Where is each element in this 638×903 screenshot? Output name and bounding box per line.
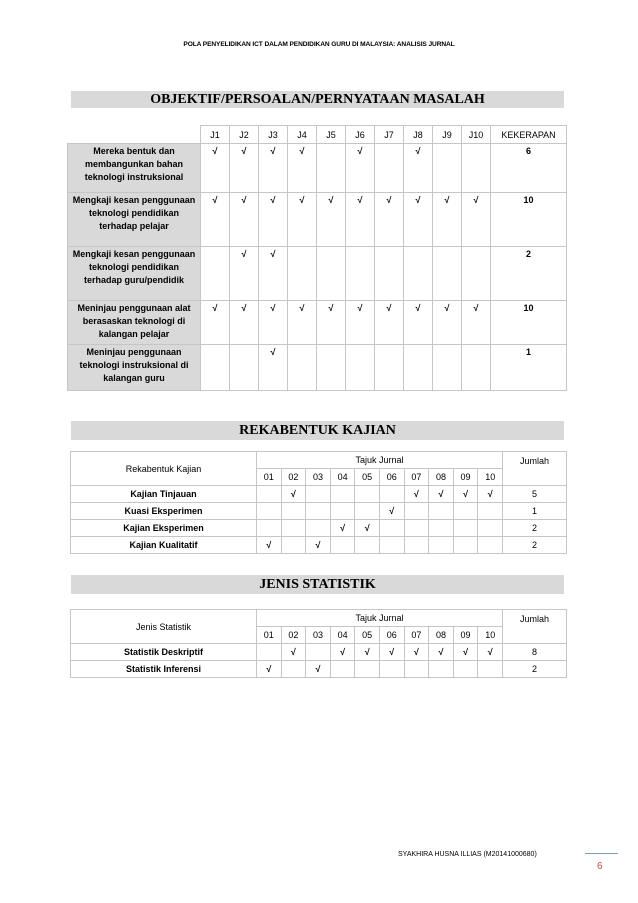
column-header: 06: [379, 627, 404, 644]
table-row: [68, 345, 567, 391]
column-header: 07: [404, 469, 429, 486]
column-header: KEKERAPAN: [491, 126, 567, 144]
check-cell: √: [230, 144, 259, 193]
check-cell: √: [404, 144, 433, 193]
check-cell: [355, 661, 380, 678]
check-cell: [317, 345, 346, 391]
check-cell: [288, 345, 317, 391]
check-cell: [355, 537, 380, 554]
column-header: J1: [201, 126, 230, 144]
column-header: 03: [306, 627, 331, 644]
check-cell: [281, 520, 306, 537]
total-header: Jumlah: [503, 610, 567, 644]
table-header-row: [71, 452, 567, 469]
table-row: [71, 537, 567, 554]
check-cell: [404, 247, 433, 301]
check-cell: √: [259, 247, 288, 301]
check-cell: √: [288, 144, 317, 193]
check-cell: √: [288, 193, 317, 247]
check-cell: [433, 247, 462, 301]
check-cell: √: [257, 661, 282, 678]
check-cell: [306, 486, 331, 503]
column-header: 08: [429, 627, 454, 644]
row-header: Jenis Statistik: [71, 610, 257, 644]
check-cell: √: [433, 193, 462, 247]
check-cell: √: [257, 537, 282, 554]
check-cell: [375, 247, 404, 301]
column-header: J7: [375, 126, 404, 144]
check-cell: [453, 661, 478, 678]
check-cell: [478, 537, 503, 554]
check-cell: [281, 661, 306, 678]
check-cell: [404, 345, 433, 391]
check-cell: [379, 661, 404, 678]
column-header: 09: [453, 627, 478, 644]
table-row: [68, 301, 567, 345]
check-cell: [404, 503, 429, 520]
column-header: 09: [453, 469, 478, 486]
check-cell: [375, 345, 404, 391]
total-cell: 2: [503, 661, 567, 678]
total-cell: 5: [503, 486, 567, 503]
check-cell: √: [379, 644, 404, 661]
check-cell: [453, 537, 478, 554]
table-row: [71, 661, 567, 678]
check-cell: [433, 345, 462, 391]
check-cell: [281, 503, 306, 520]
table-statistik: [70, 609, 567, 678]
check-cell: √: [201, 301, 230, 345]
table-row: [68, 247, 567, 301]
check-cell: [201, 247, 230, 301]
check-cell: √: [230, 247, 259, 301]
check-cell: [257, 503, 282, 520]
check-cell: [306, 644, 331, 661]
check-cell: [462, 144, 491, 193]
check-cell: √: [306, 661, 331, 678]
page-header: POLA PENYELIDIKAN ICT DALAM PENDIDIKAN GURU DI MALAYSIA: ANALISIS JURNAL: [183, 41, 455, 48]
page-number: 6: [597, 861, 603, 872]
total-cell: 2: [503, 537, 567, 554]
check-cell: [462, 247, 491, 301]
check-cell: √: [288, 301, 317, 345]
check-cell: [379, 520, 404, 537]
footer-author: SYAKHIRA HUSNA ILLIAS (M20141000680): [398, 851, 537, 858]
check-cell: √: [404, 486, 429, 503]
column-header: 01: [257, 627, 282, 644]
check-cell: [257, 520, 282, 537]
total-cell: 2: [491, 247, 567, 301]
check-cell: √: [346, 144, 375, 193]
check-cell: √: [346, 193, 375, 247]
check-cell: [379, 486, 404, 503]
check-cell: [375, 144, 404, 193]
check-cell: [404, 661, 429, 678]
table-row: [71, 486, 567, 503]
group-header: Tajuk Jurnal: [257, 610, 503, 627]
check-cell: √: [433, 301, 462, 345]
table-row: [68, 193, 567, 247]
check-cell: [330, 661, 355, 678]
column-header: J9: [433, 126, 462, 144]
check-cell: √: [201, 193, 230, 247]
total-cell: 2: [503, 520, 567, 537]
column-header: 02: [281, 627, 306, 644]
column-header: 03: [306, 469, 331, 486]
check-cell: √: [355, 520, 380, 537]
check-cell: √: [230, 193, 259, 247]
check-cell: √: [462, 301, 491, 345]
check-cell: √: [330, 644, 355, 661]
check-cell: [288, 247, 317, 301]
check-cell: √: [379, 503, 404, 520]
check-cell: [453, 520, 478, 537]
column-header: 04: [330, 627, 355, 644]
check-cell: [429, 661, 454, 678]
row-label: Mereka bentuk dan membangunkan bahan teknologi instruksional: [68, 144, 201, 193]
row-header: Rekabentuk Kajian: [71, 452, 257, 486]
column-header: J3: [259, 126, 288, 144]
column-header: J5: [317, 126, 346, 144]
check-cell: [330, 503, 355, 520]
row-label: Statistik Deskriptif: [71, 644, 257, 661]
check-cell: [404, 537, 429, 554]
check-cell: √: [404, 193, 433, 247]
check-cell: [346, 345, 375, 391]
check-cell: √: [453, 486, 478, 503]
group-header: Tajuk Jurnal: [257, 452, 503, 469]
check-cell: √: [429, 486, 454, 503]
check-cell: [317, 144, 346, 193]
table-rekabentuk: [70, 451, 567, 554]
check-cell: √: [281, 486, 306, 503]
table-header-row: [68, 126, 567, 144]
table-row: [71, 520, 567, 537]
total-cell: 6: [491, 144, 567, 193]
check-cell: √: [281, 644, 306, 661]
column-header: J2: [230, 126, 259, 144]
total-cell: 10: [491, 193, 567, 247]
check-cell: √: [259, 301, 288, 345]
column-header: 04: [330, 469, 355, 486]
header-blank-cell: [68, 126, 201, 144]
check-cell: √: [429, 644, 454, 661]
check-cell: √: [404, 301, 433, 345]
row-label: Kajian Eksperimen: [71, 520, 257, 537]
check-cell: √: [462, 193, 491, 247]
total-header: Jumlah: [503, 452, 567, 486]
check-cell: √: [259, 345, 288, 391]
column-header: 05: [355, 469, 380, 486]
check-cell: [462, 345, 491, 391]
column-header: 02: [281, 469, 306, 486]
check-cell: [317, 247, 346, 301]
row-label: Meninjau penggunaan alat berasaskan teknologi di kalangan pelajar: [68, 301, 201, 345]
column-header: J10: [462, 126, 491, 144]
section-title-objektif: OBJEKTIF/PERSOALAN/PERNYATAAN MASALAH: [71, 91, 564, 108]
check-cell: √: [230, 301, 259, 345]
row-label: Meninjau penggunaan teknologi instruksional di kalangan guru: [68, 345, 201, 391]
check-cell: √: [404, 644, 429, 661]
row-label: Kajian Kualitatif: [71, 537, 257, 554]
check-cell: [355, 486, 380, 503]
column-header: 10: [478, 627, 503, 644]
total-cell: 1: [503, 503, 567, 520]
row-label: Kajian Tinjauan: [71, 486, 257, 503]
column-header: 01: [257, 469, 282, 486]
check-cell: [346, 247, 375, 301]
row-label: Kuasi Eksperimen: [71, 503, 257, 520]
check-cell: [355, 503, 380, 520]
column-header: J4: [288, 126, 317, 144]
check-cell: [257, 644, 282, 661]
table-row: [71, 503, 567, 520]
column-header: J6: [346, 126, 375, 144]
check-cell: √: [259, 193, 288, 247]
table-row: [71, 644, 567, 661]
check-cell: [429, 503, 454, 520]
row-label: Mengkaji kesan penggunaan teknologi pendidikan terhadap guru/pendidik: [68, 247, 201, 301]
check-cell: [478, 520, 503, 537]
check-cell: [433, 144, 462, 193]
total-cell: 8: [503, 644, 567, 661]
check-cell: √: [355, 644, 380, 661]
check-cell: [230, 345, 259, 391]
column-header: J8: [404, 126, 433, 144]
check-cell: [306, 520, 331, 537]
section-title-rekabentuk: REKABENTUK KAJIAN: [71, 421, 564, 440]
check-cell: [257, 486, 282, 503]
check-cell: √: [201, 144, 230, 193]
page-number-rule: [585, 853, 618, 854]
table-header-row: [71, 610, 567, 627]
check-cell: [201, 345, 230, 391]
total-cell: 10: [491, 301, 567, 345]
check-cell: √: [317, 301, 346, 345]
column-header: 10: [478, 469, 503, 486]
column-header: 08: [429, 469, 454, 486]
section-title-statistik: JENIS STATISTIK: [71, 575, 564, 594]
check-cell: [429, 537, 454, 554]
check-cell: [429, 520, 454, 537]
check-cell: √: [375, 193, 404, 247]
check-cell: √: [330, 520, 355, 537]
check-cell: √: [478, 486, 503, 503]
check-cell: √: [375, 301, 404, 345]
check-cell: [478, 661, 503, 678]
check-cell: [330, 537, 355, 554]
column-header: 05: [355, 627, 380, 644]
check-cell: [330, 486, 355, 503]
total-cell: 1: [491, 345, 567, 391]
check-cell: [379, 537, 404, 554]
check-cell: √: [453, 644, 478, 661]
table-objektif: [67, 125, 567, 391]
check-cell: [404, 520, 429, 537]
check-cell: √: [478, 644, 503, 661]
check-cell: √: [346, 301, 375, 345]
check-cell: [478, 503, 503, 520]
check-cell: [453, 503, 478, 520]
column-header: 07: [404, 627, 429, 644]
check-cell: [306, 503, 331, 520]
table-row: [68, 144, 567, 193]
check-cell: √: [306, 537, 331, 554]
column-header: 06: [379, 469, 404, 486]
check-cell: √: [259, 144, 288, 193]
check-cell: √: [317, 193, 346, 247]
row-label: Statistik Inferensi: [71, 661, 257, 678]
row-label: Mengkaji kesan penggunaan teknologi pendidikan terhadap pelajar: [68, 193, 201, 247]
check-cell: [281, 537, 306, 554]
